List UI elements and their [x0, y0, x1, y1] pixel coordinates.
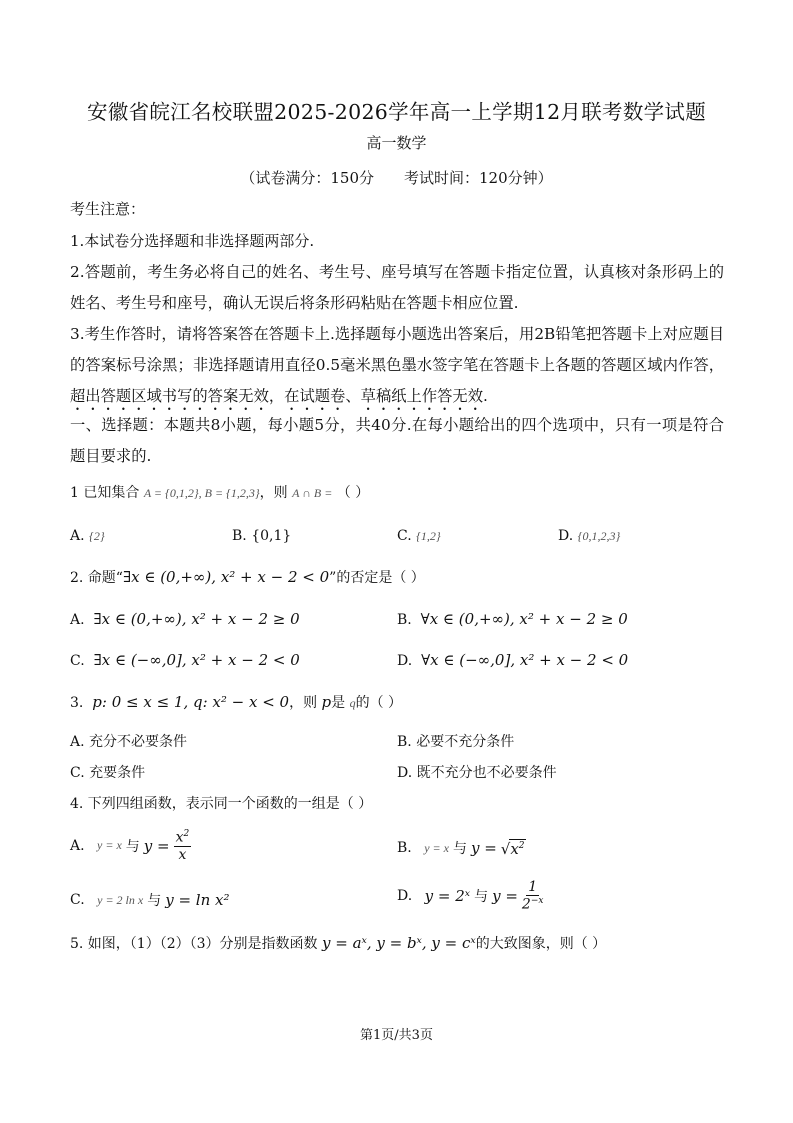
option-label: A.	[70, 528, 85, 544]
option-value: ∀x ∈ (0,+∞), x² + x − 2 ≥ 0	[420, 610, 628, 628]
q3-stem: ，则	[289, 695, 318, 711]
question-2	[70, 567, 425, 587]
q4-d-and: 与	[474, 888, 489, 905]
q4-d-right: y =	[492, 886, 518, 905]
section-1-heading: 一、选择题：本题共8小题，每小题5分，共40分.在每小题给出的四个选项中，只有一项是符合题目要求的.	[70, 416, 724, 465]
q4-option-d[interactable]	[397, 880, 543, 912]
q4-b-sqrt: $√x^2$	[500, 839, 525, 858]
option-label: D.	[558, 528, 574, 544]
q4-option-b[interactable]	[397, 838, 526, 858]
q2-stem: 2. 命题“	[70, 570, 123, 586]
page-footer: 第1页/共3页	[360, 1028, 433, 1043]
q2-proposition: ∃x ∈ (0,+∞), x² + x − 2 < 0	[122, 568, 330, 586]
q4-option-a[interactable]	[70, 830, 191, 862]
q4-b-left: y = x	[424, 840, 449, 855]
option-label: B.	[232, 528, 247, 544]
q3-conditions: p: 0 ≤ x ≤ 1, q: x² − x < 0	[92, 693, 290, 711]
q4-c-right: y = ln x²	[165, 891, 230, 909]
q1-sets: A = {0,1,2}, B = {1,2,3}	[143, 486, 260, 500]
q2-option-a[interactable]	[70, 610, 300, 628]
q2-option-b[interactable]	[397, 610, 628, 628]
option-label: C.	[70, 892, 85, 908]
option-value: {0,1,2,3}	[577, 529, 621, 543]
q1-option-c[interactable]	[397, 528, 441, 544]
exam-info	[0, 167, 793, 188]
time-info: 考试时间：120分钟）	[404, 169, 553, 187]
q3-stem-end: 的（ ）	[355, 695, 403, 711]
q4-a-fraction: $\frac{x^2}{x}$	[175, 829, 190, 863]
notice-item-3-emphasis: 超出答题区域书写的答案无效，在试题卷、草稿纸上作答无效	[70, 387, 484, 405]
option-label: D.	[397, 653, 413, 669]
q4-b-and: 与	[452, 841, 467, 857]
q5-stem-end: 的大致图象，则（ ）	[475, 936, 607, 952]
question-1	[70, 482, 369, 502]
notice-item-3-end: .	[483, 387, 488, 405]
q3-option-c[interactable]: C. 充要条件	[70, 765, 146, 781]
q3-option-b[interactable]: B. 必要不充分条件	[397, 734, 515, 750]
notice-item-3-part-a: 3.考生作答时，请将答案答在答题卡上.选择题每小题选出答案后，用2B铅笔把答题卡上对应题目的答案标号涂黑；非选择题请用直径0.5毫米黑色墨水签字笔在答题卡上各题的答题区域内作答，	[70, 325, 724, 374]
q1-option-d[interactable]	[558, 528, 620, 544]
option-value: {2}	[89, 529, 105, 543]
option-label: B.	[397, 840, 412, 856]
option-label: A.	[70, 837, 85, 854]
q4-a-and: 与	[125, 838, 140, 855]
q3-q: q	[349, 696, 356, 710]
q4-d-fraction: $\frac{1}{2^{-x}}$	[521, 879, 544, 913]
option-value: ∃x ∈ (0,+∞), x² + x − 2 ≥ 0	[93, 610, 300, 628]
q4-a-left: y = x	[97, 838, 122, 853]
q4-a-right: y =	[143, 836, 170, 855]
q2-option-d[interactable]	[397, 651, 628, 669]
q2-stem-b: ”的否定是（ ）	[329, 570, 425, 586]
q4-c-and: 与	[147, 893, 162, 909]
q3-is: 是	[331, 695, 346, 711]
q1-stem-b: ，则	[259, 485, 288, 501]
notice-item-2: 2.答题前，考生务必将自己的姓名、考生号、座号填写在答题卡指定位置，认真核对条形码上的姓名、考生号和座号，确认无误后将条形码粘贴在答题卡相应位置.	[70, 263, 724, 312]
exam-title: 安徽省皖江名校联盟2025-2026学年高一上学期12月联考数学试题	[86, 100, 707, 124]
option-label: B.	[397, 612, 412, 628]
q4-b-right: y =	[470, 839, 497, 857]
question-4: 4. 下列四组函数，表示同一个函数的一组是（ ）	[70, 796, 373, 812]
notice-item-3	[70, 319, 724, 414]
question-5	[70, 933, 606, 953]
option-value: ∃x ∈ (−∞,0], x² + x − 2 < 0	[93, 651, 300, 669]
q3-number: 3.	[70, 695, 84, 711]
option-value: {0,1}	[251, 528, 292, 544]
option-label: C.	[70, 653, 85, 669]
q1-option-b[interactable]	[232, 528, 291, 544]
q1-intersection: A ∩ B =	[292, 486, 333, 500]
q1-option-a[interactable]	[70, 528, 105, 544]
q1-paren: （ ）	[336, 485, 370, 501]
option-label: D.	[397, 887, 413, 904]
question-3	[70, 692, 402, 712]
q3-option-d[interactable]: D. 既不充分也不必要条件	[397, 765, 557, 781]
q4-c-left: y = 2 ln x	[97, 892, 144, 907]
q1-stem: 1 已知集合	[70, 485, 140, 501]
q5-functions: y = aˣ, y = bˣ, y = cˣ	[321, 934, 476, 952]
q3-option-a[interactable]: A. 充分不必要条件	[70, 734, 188, 750]
q4-d-left: y = 2ˣ	[424, 886, 471, 905]
notice-heading: 考生注意：	[70, 200, 146, 218]
q5-stem: 5. 如图，（1）（2）（3）分别是指数函数	[70, 936, 318, 952]
option-value: ∀x ∈ (−∞,0], x² + x − 2 < 0	[421, 651, 629, 669]
option-label: C.	[397, 528, 412, 544]
subject-label: 高一数学	[366, 134, 427, 152]
option-label: A.	[70, 612, 85, 628]
q4-option-c[interactable]	[70, 890, 230, 910]
q2-option-c[interactable]	[70, 651, 300, 669]
q3-p: p	[321, 693, 332, 711]
option-value: {1,2}	[416, 529, 441, 543]
score-info: （试卷满分：150分	[240, 169, 374, 187]
notice-item-1: 1.本试卷分选择题和非选择题两部分.	[70, 232, 315, 250]
